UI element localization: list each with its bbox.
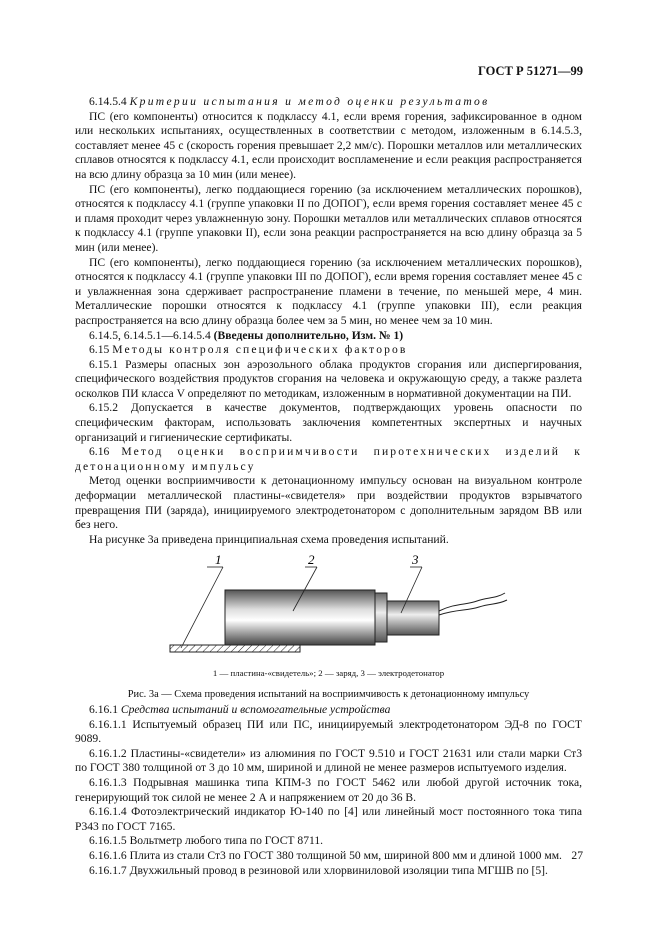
section-title: Критерии испытания и метод оценки результатов [129,95,490,108]
page-number: 27 [571,849,583,862]
paragraph: 6.15.1 Размеры опасных зон аэрозольного облака продуктов сгорания или диспергирования, специфического воздействия продуктов сгорания на человека и окружающую среду, а также разлета осколков ПИ класса V определяют по методикам, изложенным в нормативной документации на ПИ. [75,357,582,400]
paragraph: ПС (его компоненты) относится к подклассу 4.1, если время горения, зафиксированное в одном или нескольких испытаниях, осуществленных в соответствии с методом, изложенным в 6.14.5.3, составляет менее 45 с (скорость горения превышает 2,2 мм/с). Порошки металлов или металлических сплавов относятся к подклассу 4.1, если происходит воспламенение и если реакция распространяется на всю длину образца за 10 мин (или менее). [75,109,582,181]
list-item: 6.16.1.5 Вольтметр любого типа по ГОСТ 8711. [89,834,324,848]
amendment-note: 6.14.5, 6.14.5.1—6.14.5.4 (Введены дополнительно, Изм. № 1) [89,328,404,342]
paragraph-6-14-5-4-heading: 6.14.5.4 Критерии испытания и метод оценки результатов [89,95,490,108]
paragraph: ПС (его компоненты), легко поддающиеся горению (за исключением металлических порошков), относятся к подклассу 4.1 (группе упаковки III по ДОПОГ), если время горения составляет менее 45 с и увлажненная зона сдерживает распространение пламени в течение, по меньшей мере, 4 мин. Металлические порошки относятся к подклассу 4.1 (группе упаковки III), если реакция распространяется на всю длину образца более чем за 5 мин, но менее чем за 10 мин. [75,255,582,327]
section-6-16-heading: 6.16 Метод оценки восприимчивости пиротехнических изделий к детонационному импульсу [75,445,582,473]
label-1: 1 [215,553,222,568]
section-title: Методы контроля специфических факторов [112,343,408,357]
test-scheme-diagram [75,553,582,665]
list-item: 6.16.1.7 Двухжильный провод в резиновой или хлорвиниловой изоляции типа МГШВ по [5]. [89,863,548,877]
list-item: 6.16.1.3 Подрывная машинка типа КПМ-3 по ГОСТ 5462 или любой другой источник тока, генерирующий ток силой не менее 2 А и напряжением от 20 до 36 В. [75,775,582,804]
list-item: 6.16.1.1 Испытуемый образец ПИ или ПС, инициируемый электродетонатором ЭД-8 по ГОСТ 9089. [75,717,582,746]
document-header: ГОСТ Р 51271—99 [477,64,583,78]
page-body [75,95,582,878]
list-item: 6.16.1.4 Фотоэлектрический индикатор Ю-140 по [4] или линейный мост постоянного тока типа Р343 по ГОСТ 7165. [75,805,582,833]
list-item: 6.16.1.6 Плита из стали Ст3 по ГОСТ 380 толщиной 50 мм, шириной 800 мм и длиной 1000 мм. [89,848,562,862]
paragraph: Метод оценки восприимчивости к детонационному импульсу основан на визуальном контроле деформации металлической пластины-«свидетеля» при воздействии продуктов взрывчатого превращения ПИ (заряда), инициируемого электродетонатором с дополнительным зарядом ВВ или без него. [75,474,582,532]
paragraph: 6.15.2 Допускается в качестве документов, подтверждающих уровень опасности по специфическим факторам, использовать заключения компетентных экспертных и научных организаций и гигиенические сертификаты. [75,401,582,444]
paragraph: ПС (его компоненты), легко поддающиеся горению (за исключением металлических порошков), относятся к подклассу 4.1 (группе упаковки II по ДОПОГ), если время горения составляет менее 45 с и пламя проходит через увлажненную зону. Порошки металлов или металлических сплавов относятся к подклассу 4.1 (группе упаковки II), если зона реакции распространяется на всю длину образца за 5 мин (или менее). [75,182,582,254]
detonator-housing [375,593,387,642]
paragraph: На рисунке 3а приведена принципиальная схема проведения испытаний. [89,532,449,546]
list-item: 6.16.1.2 Пластины-«свидетели» из алюминия по ГОСТ 9.510 и ГОСТ 21631 или стали марки Ст3 по ГОСТ 380 толщиной от 3 до 10 мм, шириной и длиной не менее размеров испытуемого изделия. [75,746,582,775]
section-6-15-heading: 6.15 Методы контроля специфических факторов [89,343,408,357]
witness-plate [170,645,300,652]
subsection-heading: 6.16.1 Средства испытаний и вспомогательные устройства [89,703,391,716]
electric-detonator [387,601,439,635]
figure-caption: Рис. 3а — Схема проведения испытаний на восприимчивость к детонационному импульсу [127,689,530,701]
label-3: 3 [412,553,419,568]
label-2: 2 [308,553,315,568]
figure-3a [75,553,582,688]
figure-legend: 1 — пластина-«свидетель»; 2 — заряд, 3 — электродетонатор [212,668,445,679]
section-title: Метод оценки восприимчивости пиротехнических изделий к детонационному импульсу [75,445,582,473]
